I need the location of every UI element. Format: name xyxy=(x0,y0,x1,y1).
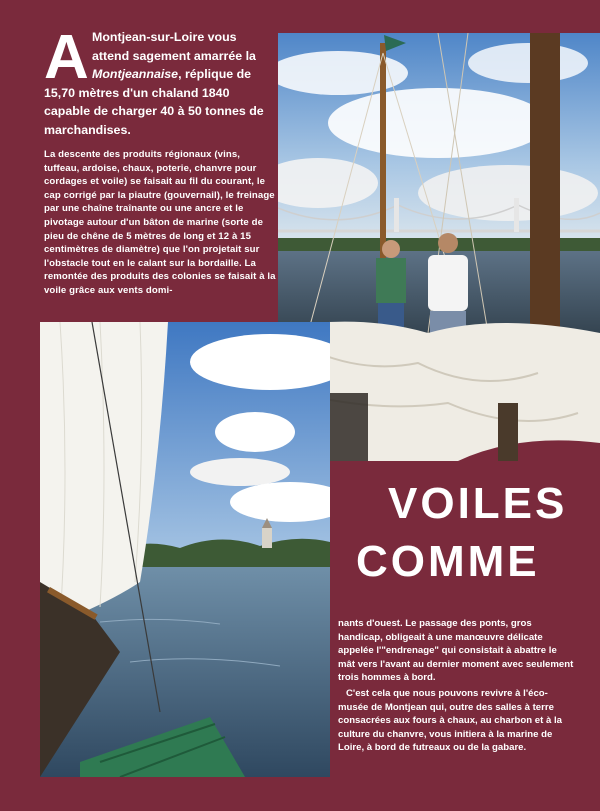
intro-text-start: Montjean-sur-Loire vous attend sagement amarrée la xyxy=(92,30,256,63)
body-column-2-paragraph-1: nants d'ouest. Le passage des ponts, gros handicap, obligeait à une manœuvre délicate appelée l'"endrenage" qui consistait à abattre le mât vers l'avant au dernier moment avec seulement trois hommes à bord. xyxy=(338,618,574,684)
intro-text-end: , réplique de 15,70 mètres d'un chaland 1840 capable de charger 40 à 50 tonnes de marchandises. xyxy=(44,67,264,137)
intro-paragraph xyxy=(44,23,276,139)
drop-cap: A xyxy=(44,23,89,92)
body-column-1: La descente des produits régionaux (vins, tuffeau, ardoise, chaux, poterie, chanvre pour cordages et voile) se faisait au fil du courant, le cap corrigé par la piautre (gouvernail), le freinage par une chaîne traînante ou une ancre et le pivotage autour d'un bâton de marine (sorte de pieu de chêne de 5 mètres de long et 12 à 15 centimètres de diamètre) que l'on projetait sur l'obstacle tout en le calant sur la bordaille. La remontée des produits des colonies se faisait à la voile grâce aux vents domi- xyxy=(44,149,276,296)
headline-line-1: VOILES xyxy=(388,479,568,528)
photo-sail-river-image xyxy=(40,322,330,777)
body-column-2 xyxy=(338,617,574,757)
drop-cap-spacer xyxy=(44,28,92,80)
photo-sail-river xyxy=(40,322,330,777)
body-column-2-paragraph-2: C'est cela que nous pouvons revivre à l'éco-musée de Montjean qui, outre des salles à terre consacrées aux fours à chaux, au charbon et à la culture du chanvre, vous initiera à la marine de Loire, à bord de futreaux ou de la gabare. xyxy=(338,687,562,754)
boat-name: Montjeannaise xyxy=(92,67,179,81)
headline-line-2: COMME xyxy=(356,537,540,586)
